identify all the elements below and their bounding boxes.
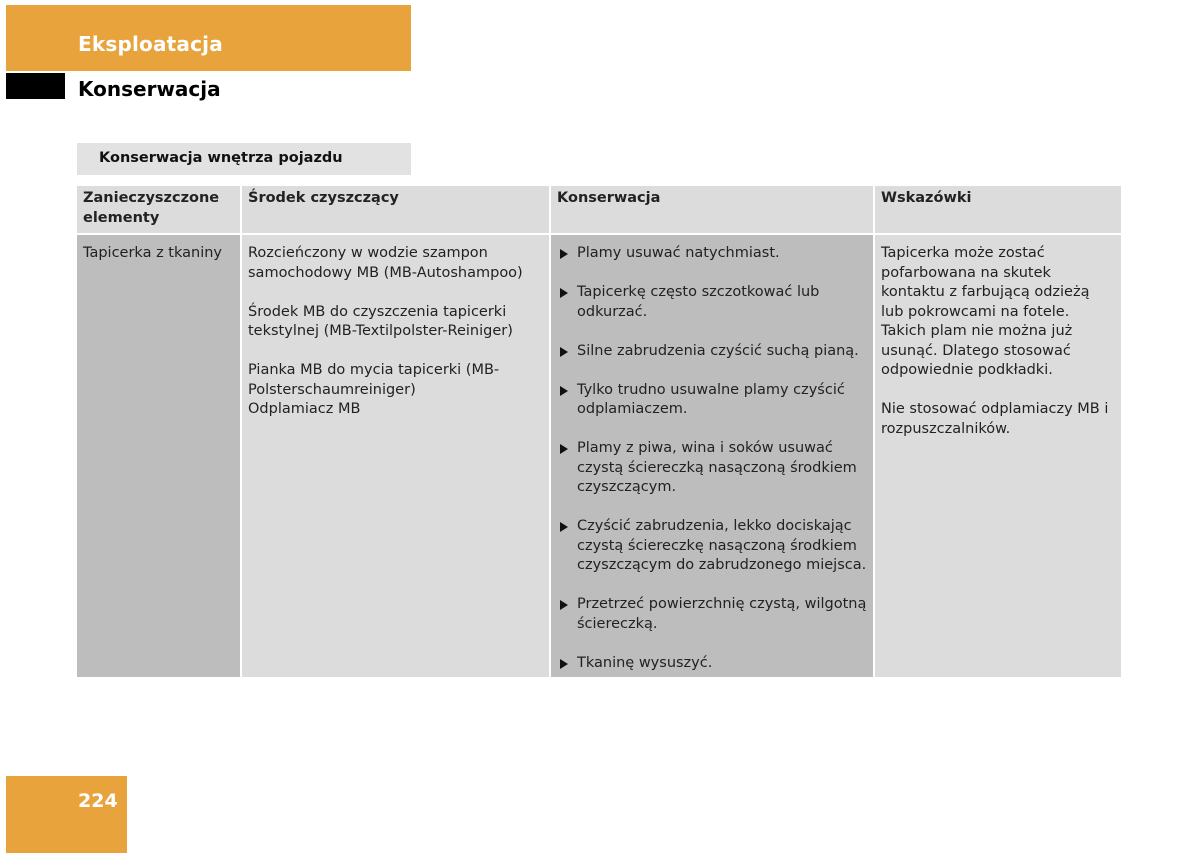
care-step-text: Plamy z piwa, wina i soków usuwać czystą ściereczką nasączoną środkiem czyszczącym. bbox=[577, 440, 857, 495]
triangle-right-icon bbox=[560, 522, 568, 532]
header-cell-agent: Środek czyszczący bbox=[242, 186, 551, 235]
list-item bbox=[557, 439, 867, 498]
section-title: Konserwacja bbox=[78, 77, 221, 101]
list-item bbox=[557, 517, 867, 576]
table-row bbox=[77, 235, 1123, 679]
element-name: Tapicerka z tkaniny bbox=[83, 245, 222, 261]
header-cell-element: Zanieczyszczone elementy bbox=[77, 186, 242, 235]
care-step-text: Tkaninę wysuszyć. bbox=[577, 654, 713, 671]
care-step-text: Silne zabrudzenia czyścić suchą pianą. bbox=[577, 342, 859, 359]
care-step-text: Przetrzeć powierzchnię czystą, wilgotną ściereczką. bbox=[577, 596, 867, 632]
chapter-title: Eksploatacja bbox=[78, 32, 223, 56]
care-step-text: Tapicerkę często szczotkować lub odkurzać. bbox=[577, 284, 820, 320]
triangle-right-icon bbox=[560, 600, 568, 610]
list-item bbox=[557, 244, 867, 264]
list-item bbox=[557, 654, 867, 674]
list-item bbox=[557, 283, 867, 322]
page-number-box bbox=[6, 776, 127, 853]
agent-text: Pianka MB do mycia tapicerki (MB-Polsterschaumreiniger) bbox=[248, 362, 500, 398]
list-item bbox=[557, 595, 867, 634]
care-steps-list bbox=[557, 244, 867, 673]
care-cell bbox=[551, 235, 875, 679]
list-item bbox=[557, 381, 867, 420]
care-step-text: Plamy usuwać natychmiast. bbox=[577, 245, 780, 261]
triangle-right-icon bbox=[560, 386, 568, 396]
triangle-right-icon bbox=[560, 288, 568, 298]
header-cell-tips: Wskazówki bbox=[875, 186, 1123, 235]
element-cell bbox=[77, 235, 242, 679]
section-marker bbox=[6, 73, 65, 99]
triangle-right-icon bbox=[560, 249, 568, 259]
agent-cell bbox=[242, 235, 551, 679]
agent-text: Rozcieńczony w wodzie szampon samochodowy MB (MB-Autoshampoo) bbox=[248, 245, 523, 281]
care-table bbox=[77, 186, 1123, 679]
tips-cell bbox=[875, 235, 1123, 679]
list-item bbox=[557, 342, 867, 362]
care-step-text: Tylko trudno usuwalne plamy czyścić odplamiaczem. bbox=[577, 381, 845, 417]
tip-text: Nie stosować odplamiaczy MB i rozpuszczalników. bbox=[881, 401, 1109, 437]
tip-text: Tapicerka może zostać pofarbowana na skutek kontaktu z farbującą odzieżą lub pokrowcami na fotele. Takich plam nie można już usunąć. Dlatego stosować odpowiednie podkładki. bbox=[881, 245, 1090, 378]
care-step-text: Czyścić zabrudzenia, lekko dociskając czystą ściereczkę nasączoną środkiem czyszczącym do zabrudzonego miejsca. bbox=[577, 518, 867, 573]
table-header-row bbox=[77, 186, 1123, 235]
subsection-box bbox=[77, 143, 411, 175]
page-number: 224 bbox=[78, 790, 118, 812]
agent-text: Środek MB do czyszczenia tapicerki tekstylnej (MB-Textilpolster-Reiniger) bbox=[248, 303, 513, 339]
triangle-right-icon bbox=[560, 444, 568, 454]
subsection-title: Konserwacja wnętrza pojazdu bbox=[99, 150, 343, 166]
triangle-right-icon bbox=[560, 347, 568, 357]
triangle-right-icon bbox=[560, 659, 568, 669]
agent-text: Odplamiacz MB bbox=[248, 401, 361, 417]
header-cell-care: Konserwacja bbox=[551, 186, 875, 235]
